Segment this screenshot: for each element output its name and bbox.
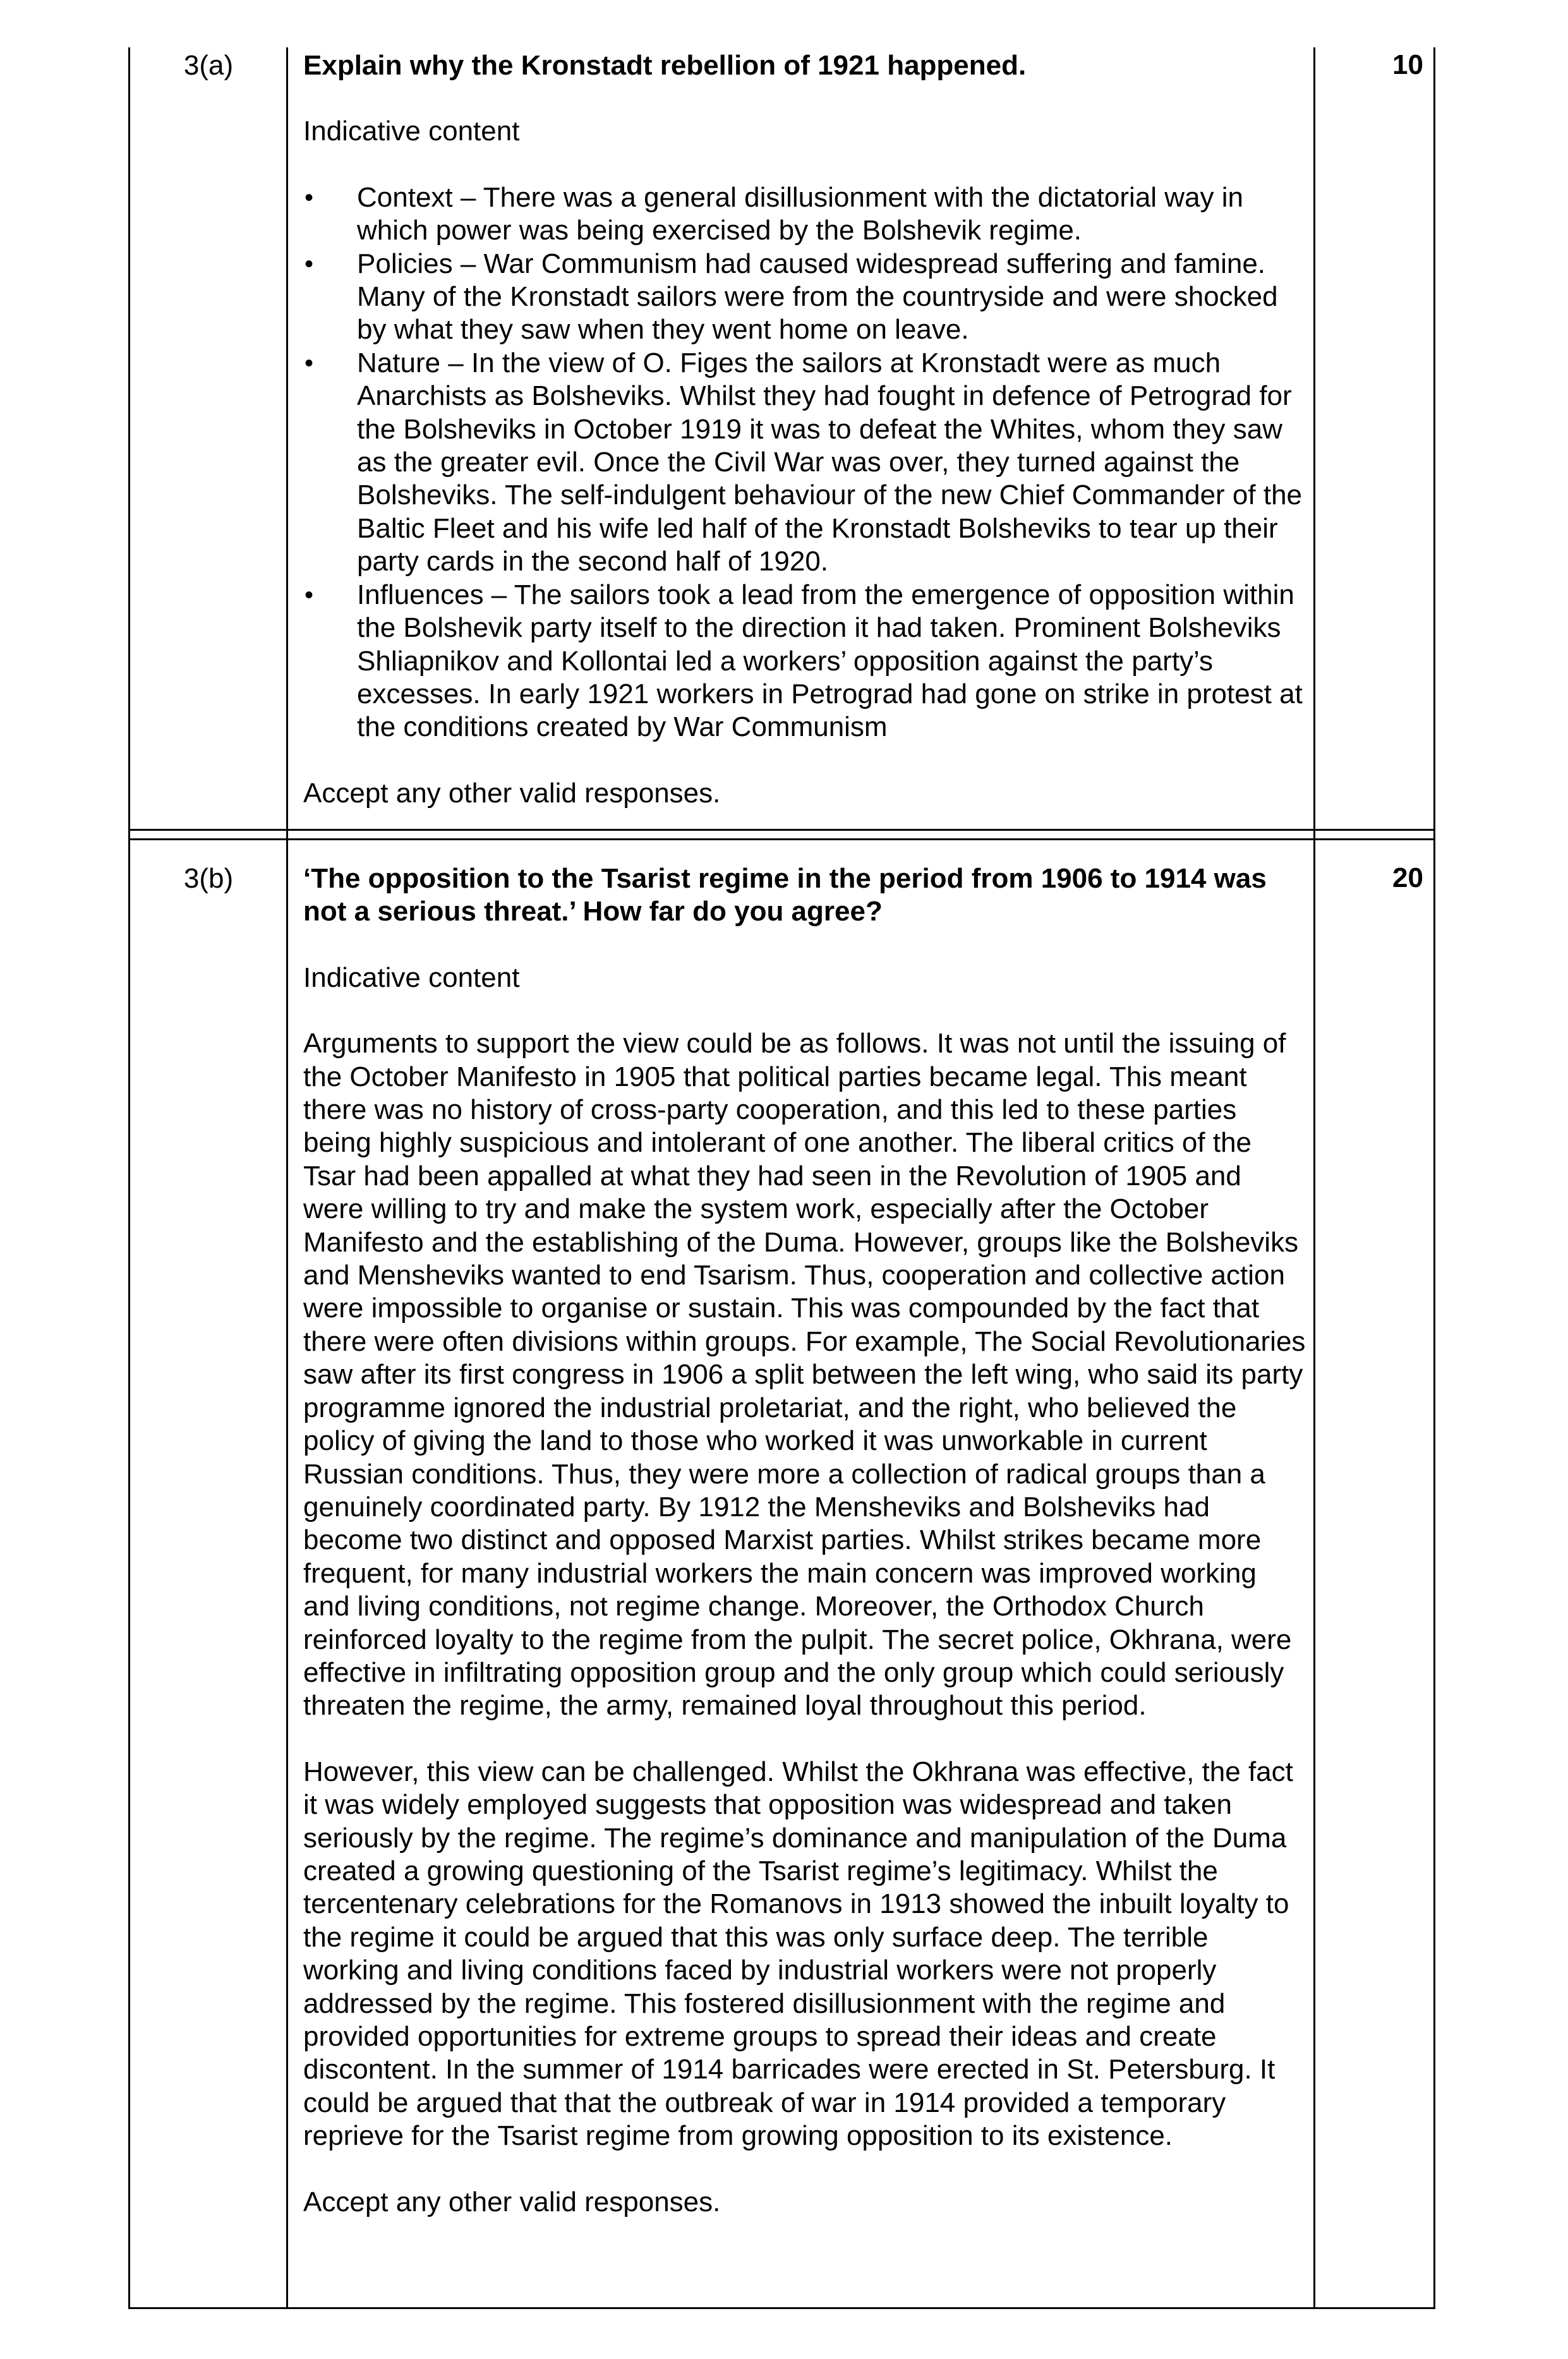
row-separator-top	[128, 829, 1435, 831]
closing-note: Accept any other valid responses.	[303, 2186, 721, 2217]
table-bottom-border	[128, 2307, 1435, 2309]
bullet-icon: •	[305, 250, 314, 278]
argument-paragraph: Arguments to support the view could be as follows. It was not until the issuing of the October Manifesto in 1905 that political parties became legal. This meant there was no history of cross-party cooperation, and this led to these parties being highly suspicious and intolerant of one another. The liberal critics of the Tsar had been appalled at what they had seen in the Revolution of 1905 and were willing to try and make the system work, especially after the October Manifesto and the establishing of the Duma. However, groups like the Bolsheviks and Mensheviks wanted to end Tsarism. Thus, cooperation and collective action were impossible to organise or sustain. This was compounded by the fact that there were often divisions within groups. For example, The Social Revolutionaries saw after its first congress in 1906 a split between the left wing, who said its party programme ignored the industrial proletariat, and the right, who believed the policy of giving the land to those who worked it was unworkable in current Russian conditions. Thus, they were more a collection of radical groups than a genuinely coordinated party. By 1912 the Mensheviks and Bolsheviks had become two distinct and opposed Marxist parties. Whilst strikes became more frequent, for many industrial workers the main concern was improved working and living conditions, not regime change. Moreover, the Orthodox Church reinforced loyalty to the regime from the pulpit. The secret police, Okhrana, were effective in infiltrating opposition group and the only group which could seriously threaten the regime, the army, remained loyal throughout this period.	[303, 1028, 1306, 1722]
question-number: 3(b)	[183, 863, 234, 894]
list-item	[303, 248, 1308, 347]
bullet-icon: •	[305, 581, 314, 609]
column-divider-marks	[1313, 47, 1315, 2309]
list-item	[303, 579, 1308, 744]
question-text: ‘The opposition to the Tsarist regime in the period from 1906 to 1914 was not a serious threat.’ How far do you agree?	[303, 863, 1267, 927]
question-content-3b	[303, 862, 1308, 2219]
question-content-3a	[303, 49, 1308, 810]
indicative-content-heading: Indicative content	[303, 962, 520, 993]
table-right-border	[1433, 47, 1435, 2309]
list-item-text: Nature – In the view of O. Figes the sailors at Kronstadt were as much Anarchists as Bolsheviks. Whilst they had fought in defence of Petrograd for the Bolsheviks in October 1919 it was to defeat the Whites, whom they saw as the greater evil. Once the Civil War was over, they turned against the Bolsheviks. The self-indulgent behaviour of the new Chief Commander of the Baltic Fleet and his wife led half of the Kronstadt Bolsheviks to tear up their party cards in the second half of 1920.	[357, 347, 1303, 577]
indicative-content-heading: Indicative content	[303, 116, 520, 147]
indicative-points-list	[303, 181, 1308, 744]
list-item	[303, 181, 1308, 248]
row-separator-bottom	[128, 838, 1435, 840]
list-item-text: Policies – War Communism had caused widespread suffering and famine. Many of the Kronstadt sailors were from the countryside and were shocked by what they saw when they went home on leave.	[357, 248, 1278, 346]
column-divider-number	[286, 47, 288, 2309]
question-text: Explain why the Kronstadt rebellion of 1921 happened.	[303, 50, 1027, 81]
list-item	[303, 347, 1308, 579]
bullet-icon: •	[305, 349, 314, 377]
bullet-icon: •	[305, 183, 314, 212]
question-marks: 20	[1392, 862, 1423, 893]
list-item-text: Context – There was a general disillusionment with the dictatorial way in which power was being exercised by the Bolshevik regime.	[357, 181, 1244, 246]
table-left-border	[128, 47, 130, 2309]
question-marks: 10	[1392, 49, 1423, 80]
question-number: 3(a)	[183, 50, 234, 81]
list-item-text: Influences – The sailors took a lead from the emergence of opposition within the Bolshevik party itself to the direction it had taken. Prominent Bolsheviks Shliapnikov and Kollontai led a workers’ opposition against the party’s excesses. In early 1921 workers in Petrograd had gone on strike in protest at the conditions created by War Communism	[357, 579, 1303, 743]
counter-argument-paragraph: However, this view can be challenged. Whilst the Okhrana was effective, the fact it was widely employed suggests that opposition was widespread and taken seriously by the regime. The regime’s dominance and manipulation of the Duma created a growing questioning of the Tsarist regime’s legitimacy. Whilst the tercentenary celebrations for the Romanovs in 1913 showed the inbuilt loyalty to the regime it could be argued that this was only surface deep. The terrible working and living conditions faced by industrial workers were not properly addressed by the regime. This fostered disillusionment with the regime and provided opportunities for extreme groups to spread their ideas and create discontent. In the summer of 1914 barricades were erected in St. Petersburg. It could be argued that that the outbreak of war in 1914 provided a temporary reprieve for the Tsarist regime from growing opposition to its existence.	[303, 1756, 1293, 2152]
closing-note: Accept any other valid responses.	[303, 777, 721, 809]
